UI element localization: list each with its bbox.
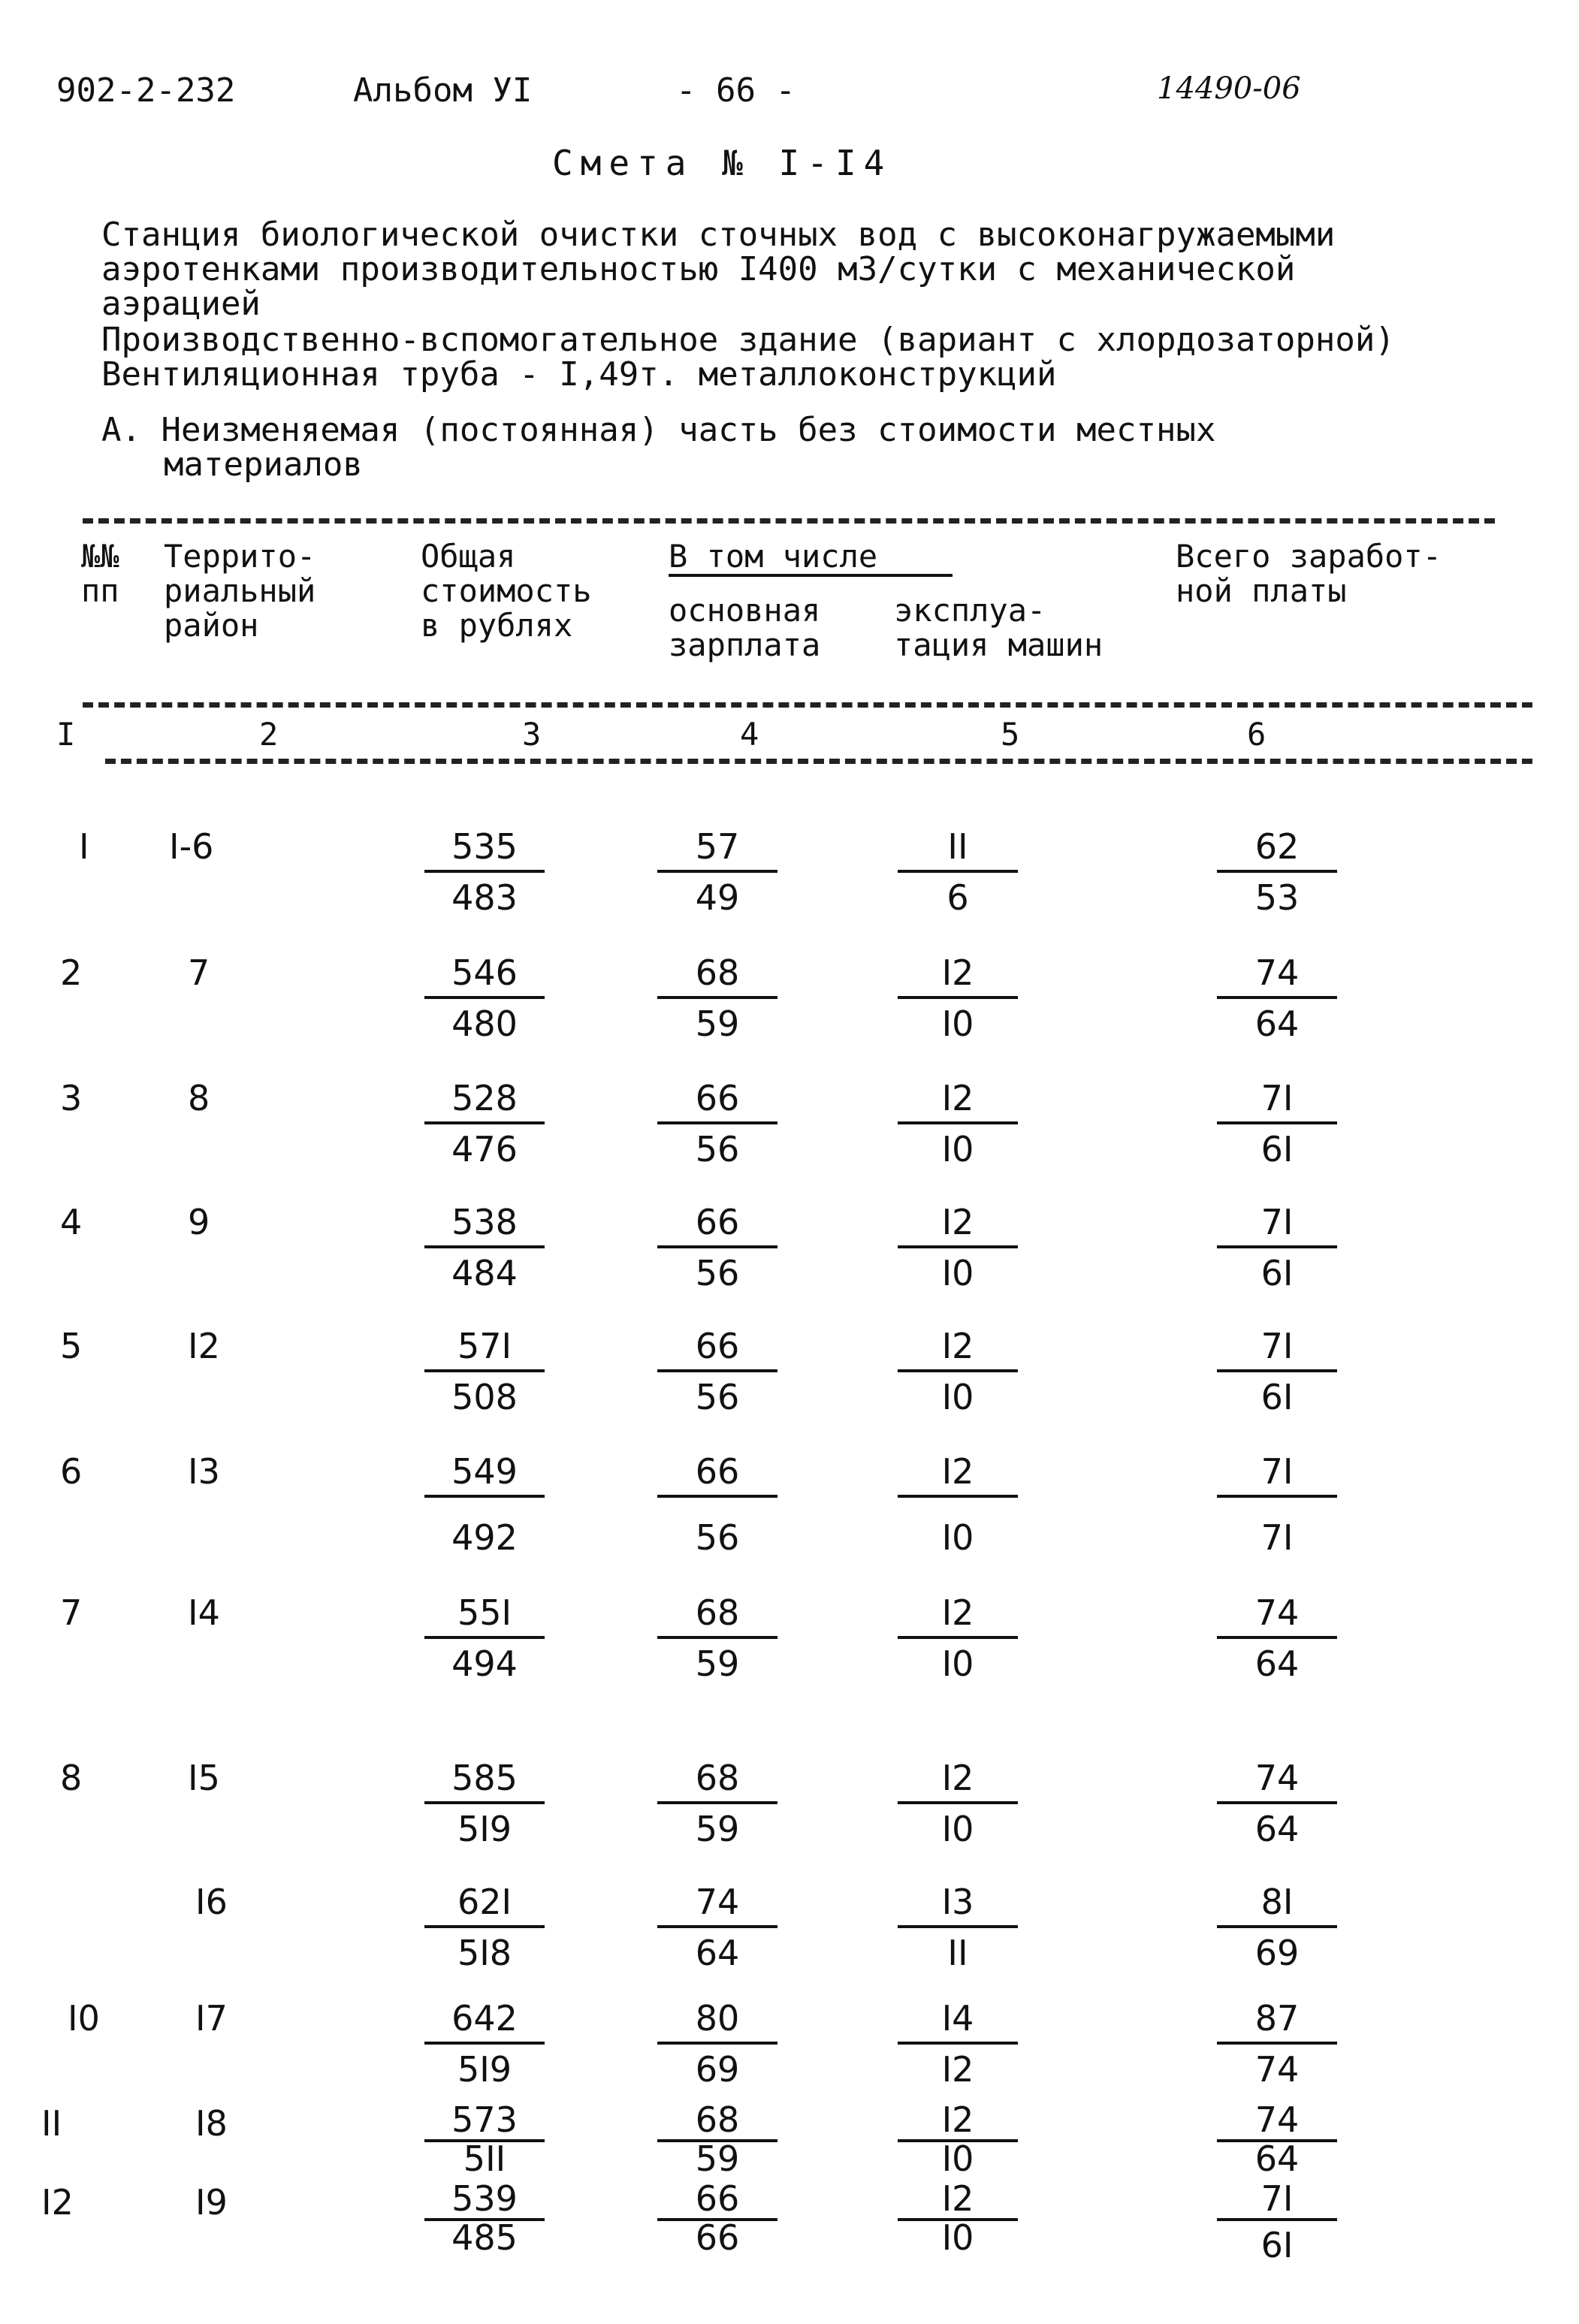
total-wages: $\frac{62}{53}$ bbox=[1217, 826, 1337, 918]
section-title: А. Неизменяемая (постоянная) часть без стоимости местных bbox=[101, 411, 1216, 449]
description-line: Станция биологической очистки сточных вод с высоконагружаемыми bbox=[101, 216, 1336, 254]
machine-operation: $\frac{I2}{I0}$ bbox=[898, 1078, 1018, 1170]
dashed-rule bbox=[83, 702, 1532, 708]
description-line: Вентиляционная труба - I,49т. металлоконструкций bbox=[101, 355, 1057, 394]
machine-operation: $\frac{I4}{I2}$ bbox=[898, 1998, 1018, 2090]
total-wages: $\frac{7I}{6I}$ bbox=[1217, 2182, 1337, 2262]
row-number: I bbox=[79, 826, 89, 867]
total-wages: $\frac{7I}{6I}$ bbox=[1217, 1202, 1337, 1293]
machine-operation: $\frac{I2}{I0}$ bbox=[898, 1758, 1018, 1849]
row-number: II bbox=[41, 2103, 62, 2144]
column-number: 5 bbox=[1001, 716, 1020, 753]
total-cost: $\frac{528}{476}$ bbox=[424, 1078, 545, 1170]
total-cost: $\frac{642}{5I9}$ bbox=[424, 1998, 545, 2090]
machine-operation: $\frac{I2}{I0}$ bbox=[898, 1592, 1018, 1684]
table-row bbox=[0, 1758, 1579, 1863]
row-region: I2 bbox=[188, 1326, 220, 1366]
base-salary: $\frac{66}{56}$ bbox=[657, 1451, 777, 1558]
doc-number: 14490-06 bbox=[1157, 71, 1301, 106]
total-wages: $\frac{74}{64}$ bbox=[1217, 2103, 1337, 2175]
base-salary: $\frac{66}{66}$ bbox=[657, 2182, 777, 2254]
col-header-number: №№ пп bbox=[81, 538, 119, 609]
table-row bbox=[0, 1202, 1579, 1307]
page-number: - 66 - bbox=[676, 71, 796, 110]
column-number: I bbox=[56, 716, 76, 753]
table-row bbox=[0, 1592, 1579, 1713]
total-cost: $\frac{539}{485}$ bbox=[424, 2182, 545, 2254]
total-wages: $\frac{7I}{6I}$ bbox=[1217, 1078, 1337, 1170]
column-number: 4 bbox=[740, 716, 759, 753]
base-salary: $\frac{66}{56}$ bbox=[657, 1078, 777, 1170]
row-region: 9 bbox=[188, 1202, 210, 1242]
row-region: I8 bbox=[195, 2103, 228, 2144]
description-line: Производственно-вспомогательное здание (вариант с хлордозаторной) bbox=[101, 321, 1395, 359]
row-region: 8 bbox=[188, 1078, 210, 1118]
base-salary: $\frac{66}{56}$ bbox=[657, 1326, 777, 1417]
total-wages: $\frac{74}{64}$ bbox=[1217, 952, 1337, 1044]
column-number: 3 bbox=[522, 716, 542, 753]
description-line: аэротенками производительностью I400 м3/сутки с механической bbox=[101, 250, 1296, 288]
album-label: Альбом УI bbox=[353, 71, 533, 110]
table-row bbox=[0, 1882, 1579, 1987]
table-row bbox=[0, 826, 1579, 931]
table-row bbox=[0, 2099, 1579, 2179]
table-row bbox=[0, 1078, 1579, 1183]
table-row bbox=[0, 1451, 1579, 1571]
machine-operation: $\frac{I2}{I0}$ bbox=[898, 1451, 1018, 1558]
base-salary: $\frac{74}{64}$ bbox=[657, 1882, 777, 1973]
table-row bbox=[0, 952, 1579, 1058]
total-wages: $\frac{7I}{6I}$ bbox=[1217, 1326, 1337, 1417]
total-cost: $\frac{573}{5II}$ bbox=[424, 2103, 545, 2175]
table-row bbox=[0, 1326, 1579, 1431]
row-number: 3 bbox=[60, 1078, 83, 1118]
machine-operation: $\frac{I2}{I0}$ bbox=[898, 1326, 1018, 1417]
total-wages: $\frac{87}{74}$ bbox=[1217, 1998, 1337, 2090]
column-number: 6 bbox=[1247, 716, 1267, 753]
col-header-total: Общая стоимость в рублях bbox=[421, 538, 592, 644]
total-cost: $\frac{549}{492}$ bbox=[424, 1451, 545, 1558]
estimate-title: Смета № I-I4 bbox=[552, 143, 892, 183]
dashed-rule bbox=[83, 518, 1495, 524]
machine-operation: $\frac{I2}{I0}$ bbox=[898, 952, 1018, 1044]
row-region: I-6 bbox=[169, 826, 214, 867]
section-title: материалов bbox=[164, 445, 363, 484]
row-number: 6 bbox=[60, 1451, 83, 1492]
total-cost: $\frac{57I}{508}$ bbox=[424, 1326, 545, 1417]
document-code: 902-2-232 bbox=[56, 71, 236, 110]
total-wages: $\frac{8I}{69}$ bbox=[1217, 1882, 1337, 1973]
base-salary: $\frac{68}{59}$ bbox=[657, 2103, 777, 2175]
total-wages: $\frac{74}{64}$ bbox=[1217, 1592, 1337, 1684]
base-salary: $\frac{66}{56}$ bbox=[657, 1202, 777, 1293]
row-number: 7 bbox=[60, 1592, 83, 1633]
machine-operation: $\frac{I2}{I0}$ bbox=[898, 1202, 1018, 1293]
dashed-rule bbox=[105, 759, 1532, 764]
total-cost: $\frac{585}{5I9}$ bbox=[424, 1758, 545, 1849]
column-number: 2 bbox=[259, 716, 279, 753]
total-cost: $\frac{535}{483}$ bbox=[424, 826, 545, 918]
base-salary: $\frac{68}{59}$ bbox=[657, 952, 777, 1044]
machine-operation: $\frac{I2}{I0}$ bbox=[898, 2103, 1018, 2175]
machine-operation: $\frac{I3}{II}$ bbox=[898, 1882, 1018, 1973]
base-salary: $\frac{80}{69}$ bbox=[657, 1998, 777, 2090]
row-number: 8 bbox=[60, 1758, 83, 1798]
table-row bbox=[0, 2178, 1579, 2272]
row-number: I2 bbox=[41, 2182, 74, 2223]
row-number: 5 bbox=[60, 1326, 83, 1366]
table-row bbox=[0, 1998, 1579, 2103]
total-cost: $\frac{62I}{5I8}$ bbox=[424, 1882, 545, 1973]
base-salary: $\frac{68}{59}$ bbox=[657, 1592, 777, 1684]
row-region: I9 bbox=[195, 2182, 228, 2223]
total-wages: $\frac{7I}{7I}$ bbox=[1217, 1451, 1337, 1558]
row-region: I4 bbox=[188, 1592, 220, 1633]
description-line: аэрацией bbox=[101, 285, 261, 323]
col-header-machines: эксплуа- тация машин bbox=[894, 592, 1103, 663]
total-cost: $\frac{55I}{494}$ bbox=[424, 1592, 545, 1684]
row-region: I5 bbox=[188, 1758, 220, 1798]
col-header-region: Террито- риальный район bbox=[164, 538, 316, 644]
total-wages: $\frac{74}{64}$ bbox=[1217, 1758, 1337, 1849]
row-number: 4 bbox=[60, 1202, 83, 1242]
row-region: I3 bbox=[188, 1451, 220, 1492]
row-number: I0 bbox=[68, 1998, 100, 2039]
base-salary: $\frac{57}{49}$ bbox=[657, 826, 777, 918]
col-header-salary: основная зарплата bbox=[669, 592, 821, 663]
row-region: I7 bbox=[195, 1998, 228, 2039]
row-number: 2 bbox=[60, 952, 83, 993]
col-header-group: В том числе bbox=[669, 539, 953, 577]
machine-operation: $\frac{II}{6}$ bbox=[898, 826, 1018, 918]
total-cost: $\frac{546}{480}$ bbox=[424, 952, 545, 1044]
base-salary: $\frac{68}{59}$ bbox=[657, 1758, 777, 1849]
col-header-wages: Всего заработ- ной платы bbox=[1176, 538, 1442, 609]
row-region: 7 bbox=[188, 952, 210, 993]
machine-operation: $\frac{I2}{I0}$ bbox=[898, 2182, 1018, 2254]
row-region: I6 bbox=[195, 1882, 228, 1922]
total-cost: $\frac{538}{484}$ bbox=[424, 1202, 545, 1293]
